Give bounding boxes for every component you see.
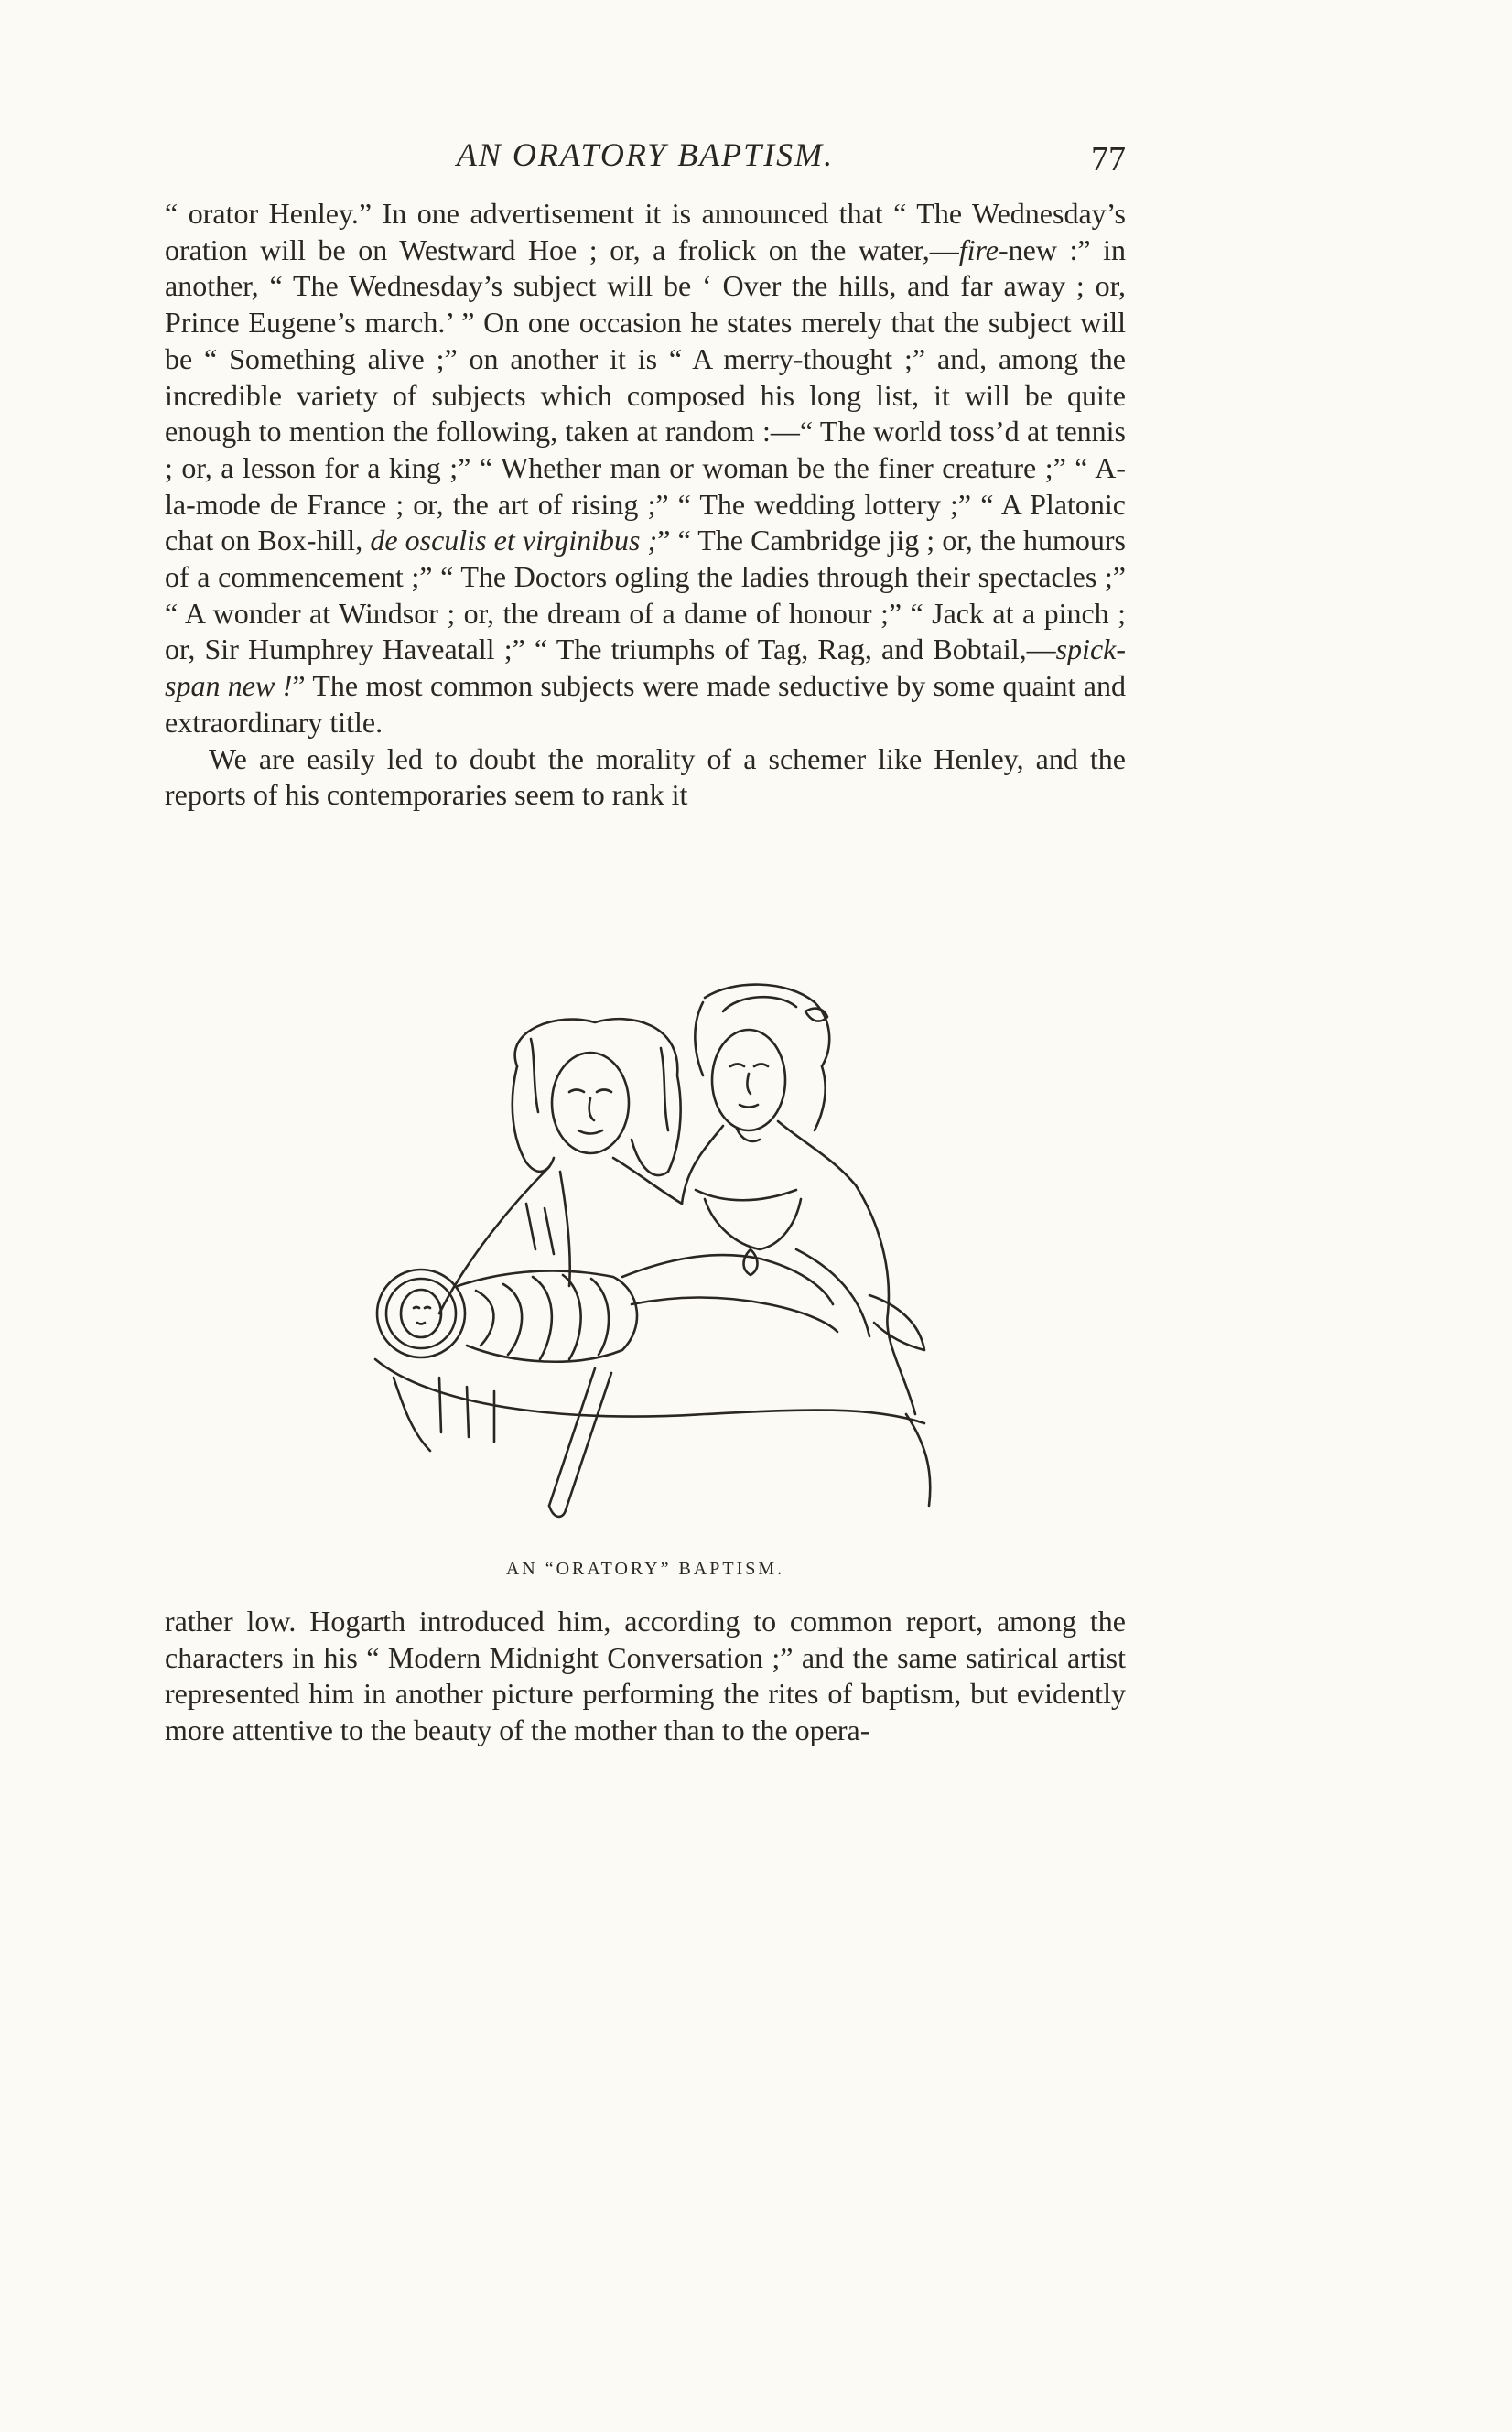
figure-caption: AN “ORATORY” BAPTISM.	[505, 1559, 785, 1579]
engraving-image	[320, 975, 961, 1542]
text-block-top	[165, 196, 1126, 814]
paragraph-1	[165, 196, 1126, 741]
italic-fire: fire	[958, 232, 999, 266]
paragraph-1-text-c: ” “ The Cambridge jig ; or, the humours of a commencement ;” “ The Doctors ogling the ladies through their spectacles ;” “ A wonder at Windsor ; or, the dream of a dame of honour ;” “ Jack at a pinch ; or, Sir Humphrey Haveatall ;” “ The triumphs of Tag, Rag, and Bobtail,—	[165, 524, 1127, 666]
page-number: 77	[1091, 140, 1126, 178]
paragraph-1-text-a: “ orator Henley.” In one advertisement it is announced that “ The Wednesday’s oration will be on Westward Hoe ; or, a frolick on the water,—	[165, 197, 1126, 266]
paragraph-1-text-d: ” The most common subjects were made seductive by some quaint and extraordinary title.	[165, 669, 1127, 739]
italic-spick-span: spick-span new !	[165, 632, 1126, 703]
baptism-engraving	[320, 975, 961, 1542]
italic-latin: de osculis et virginibus ;	[370, 524, 658, 557]
text-block-bottom	[165, 1604, 1126, 1749]
paragraph-3: rather low. Hogarth introduced him, according to common report, among the characters in his “ Modern Midnight Conversation ;” and the same satirical artist represented him in another picture performing the rites of baptism, but evidently more attentive to the beauty of the mother than to the opera-	[165, 1605, 1126, 1747]
running-title: AN ORATORY BAPTISM.	[456, 136, 835, 173]
paragraph-1-text-b: -new :” in another, “ The Wednesday’s subject will be ‘ Over the hills, and far away ; or, Prince Eugene’s march.’ ” On one occasion he states merely that the subject will be “ Something alive ;” on another it is “ A merry-thought ;” and, among the incredible variety of subjects which composed his long list, it will be quite enough to mention the following, taken at random :—“ The world toss’d at tennis ; or, a lesson for a king ;” “ Whether man or woman be the finer creature ;” “ A-la-mode de France ; or, the art of rising ;” “ The wedding lottery ;” “ A Platonic chat on Box-hill,	[165, 232, 1127, 557]
paragraph-2: We are easily led to doubt the morality of a schemer like Henley, and the reports of his contemporaries seem to rank it	[165, 741, 1126, 812]
page-header	[165, 135, 1126, 181]
